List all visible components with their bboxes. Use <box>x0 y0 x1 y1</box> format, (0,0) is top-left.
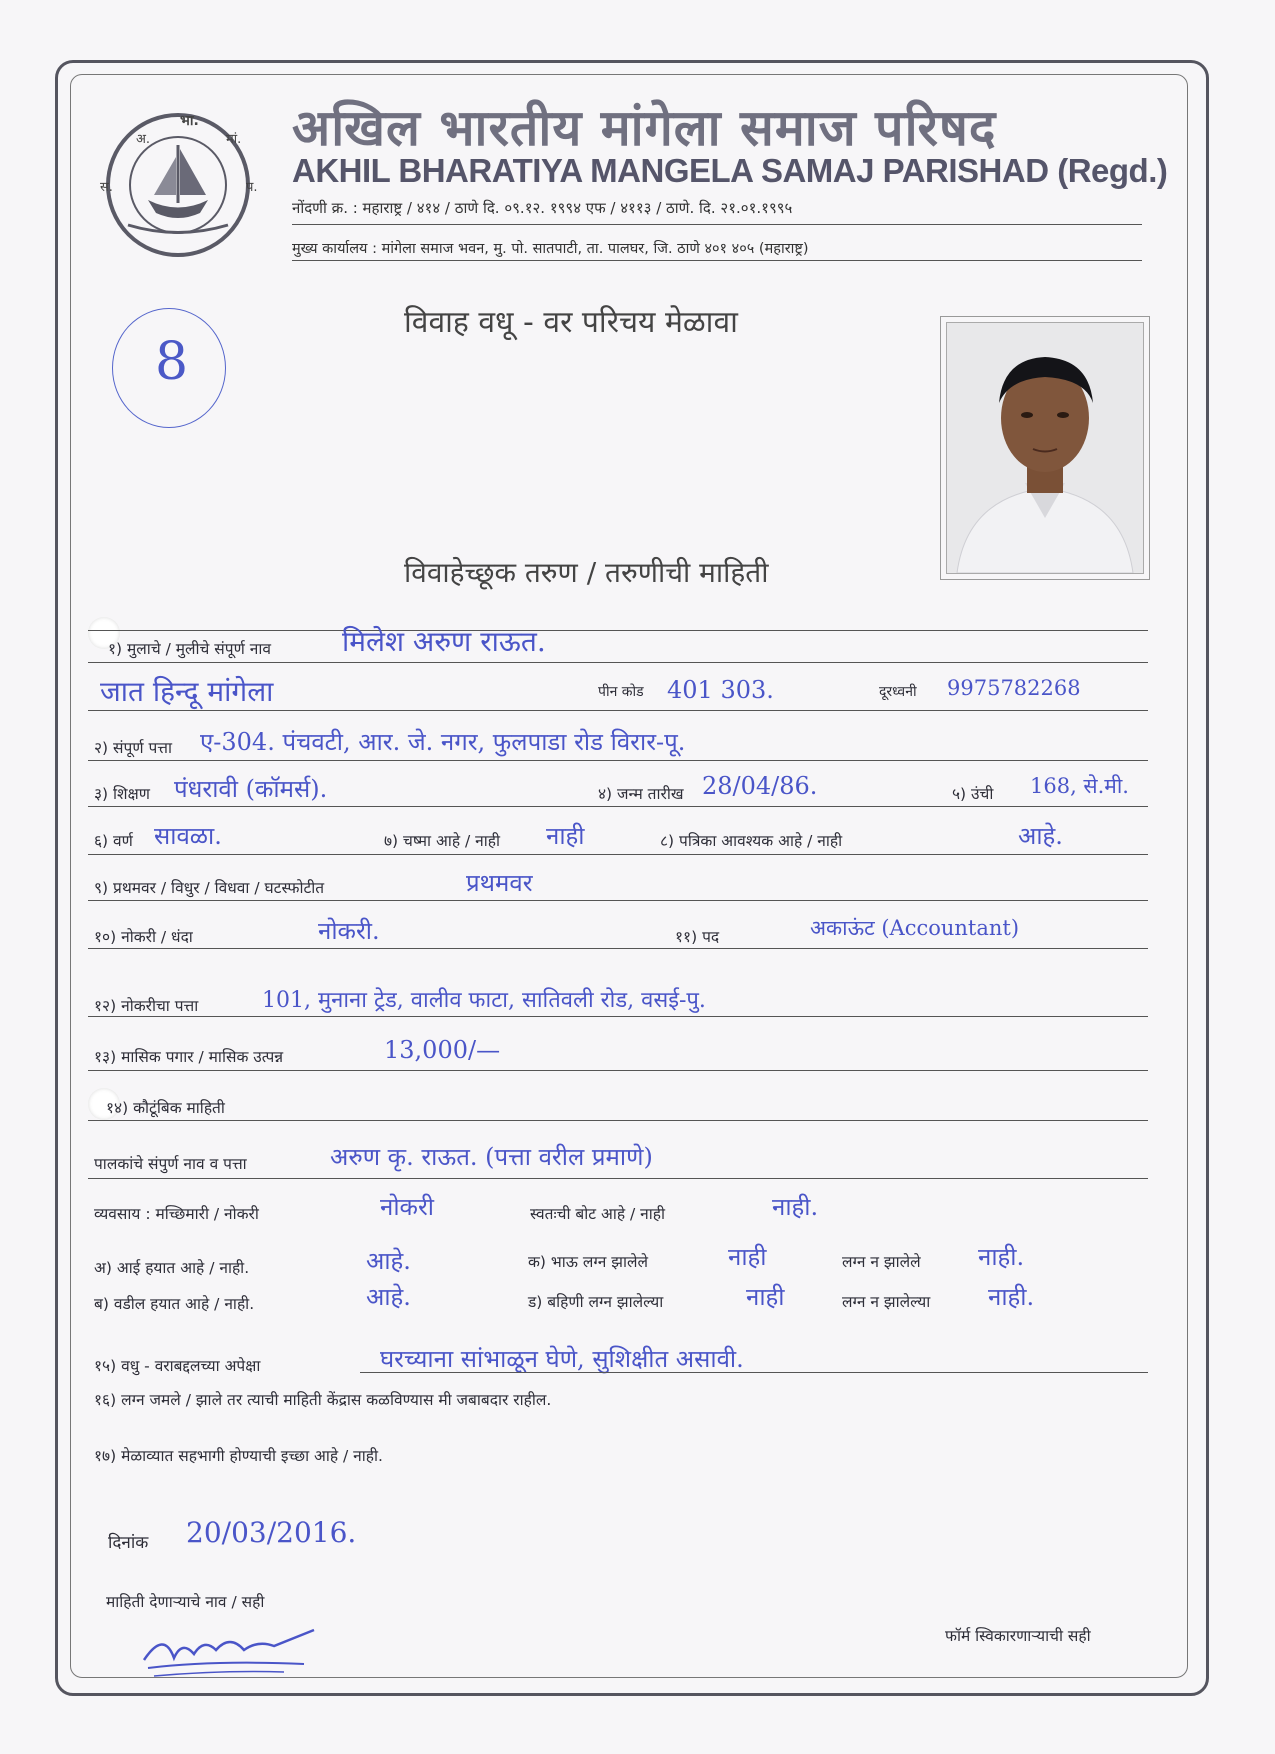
sisters-married-label: ड) बहिणी लग्न झालेल्या <box>528 1293 664 1311</box>
own-boat-label: स्वतःची बोट आहे / नाही <box>530 1205 666 1223</box>
field-full-name-label: १) मुलाचे / मुलीचे संपूर्ण नाव <box>108 640 271 658</box>
father-alive-label: ब) वडील हयात आहे / नाही. <box>94 1295 255 1313</box>
field-dob-value: 28/04/86. <box>702 772 818 800</box>
field-education-label: ३) शिक्षण <box>94 785 150 803</box>
mother-alive-label: अ) आई हयात आहे / नाही. <box>94 1259 250 1277</box>
logo-letter-5: प. <box>246 180 258 195</box>
parent-occupation-value: नोकरी <box>380 1193 434 1221</box>
field-spectacles-label: ७) चष्मा आहे / नाही <box>384 832 500 850</box>
pin-code-value: 401 303. <box>667 676 774 704</box>
brothers-married-label: क) भाऊ लग्न झालेले <box>528 1253 649 1271</box>
field-17-participation: १७) मेळाव्यात सहभागी होण्याची इच्छा आहे / नाही. <box>94 1447 383 1465</box>
mother-alive-value: आहे. <box>366 1247 411 1275</box>
logo-letter-2: भा. <box>180 113 199 129</box>
field-designation-value: अकाऊंट (Accountant) <box>810 916 1020 940</box>
phone-value: 9975782268 <box>947 676 1081 700</box>
caste-value: जात हिन्दू मांगेला <box>100 675 274 708</box>
field-full-name-value: मिलेश अरुण राऊत. <box>342 625 546 658</box>
field-designation-label: ११) पद <box>675 928 720 946</box>
field-horoscope-value: आहे. <box>1018 822 1063 850</box>
phone-label: दूरध्वनी <box>879 684 917 700</box>
field-marital-status-label: ९) प्रथमवर / विधुर / विधवा / घटस्फोटीत <box>94 879 325 897</box>
field-horoscope-label: ८) पत्रिका आवश्यक आहे / नाही <box>660 832 843 850</box>
field-height-label: ५) उंची <box>952 785 994 803</box>
field-spectacles-value: नाही <box>546 822 585 850</box>
field-address-label: २) संपूर्ण पत्ता <box>94 739 172 757</box>
parent-name-value: अरुण कृ. राऊत. (पत्ता वरील प्रमाणे) <box>330 1143 653 1171</box>
brothers-married-value: नाही <box>728 1243 767 1271</box>
giver-signature <box>134 1620 324 1680</box>
sisters-unmarried-value: नाही. <box>988 1283 1035 1311</box>
field-income-value: 13,000/— <box>384 1036 501 1064</box>
field-family-info-label: १४) कौटूंबिक माहिती <box>106 1099 225 1117</box>
section-title: विवाहेच्छूक तरुण / तरुणीची माहिती <box>404 556 769 589</box>
field-16-declaration: १६) लग्न जमले / झाले तर त्याची माहिती केंद्रास कळविण्यास मी जबाबदार राहील. <box>94 1391 552 1409</box>
field-complexion-value: सावळा. <box>154 822 222 850</box>
field-expectations-label: १५) वधु - वराबद्दलच्या अपेक्षा <box>94 1357 261 1375</box>
field-complexion-label: ६) वर्ण <box>94 832 133 850</box>
applicant-photo <box>946 322 1144 574</box>
brothers-unmarried-label: लग्न न झालेले <box>842 1253 921 1271</box>
brothers-unmarried-value: नाही. <box>978 1243 1025 1271</box>
sisters-married-value: नाही <box>746 1283 785 1311</box>
org-title-english: AKHIL BHARATIYA MANGELA SAMAJ PARISHAD (Regd.) <box>292 152 1168 189</box>
field-marital-status-value: प्रथमवर <box>466 869 533 897</box>
giver-signature-label: माहिती देणाऱ्याचे नाव / सही <box>106 1593 265 1611</box>
field-occupation-value: नोकरी. <box>318 917 380 945</box>
field-education-value: पंधरावी (कॉमर्स). <box>174 775 328 803</box>
logo-letter-4: स. <box>100 180 113 195</box>
field-work-address-value: 101, मुनाना ट्रेड, वालीव फाटा, सातिवली रोड, वसई-पु. <box>262 988 706 1013</box>
logo-letter-1: अ. <box>136 132 151 147</box>
org-title-hindi: अखिल भारतीय मांगेला समाज परिषद <box>292 98 997 157</box>
parishad-logo <box>88 105 268 265</box>
own-boat-value: नाही. <box>772 1193 819 1221</box>
field-income-label: १३) मासिक पगार / मासिक उत्पन्न <box>94 1048 284 1066</box>
date-value: 20/03/2016. <box>186 1516 357 1549</box>
office-address: मुख्य कार्यालय : मांगेला समाज भवन, मु. पो. सातपाटी, ता. पालघर, जि. ठाणे ४०१ ४०५ (महाराष्ट्र) <box>292 241 809 257</box>
field-height-value: 168, से.मी. <box>1030 774 1129 798</box>
field-address-value: ए-304. पंचवटी, आर. जे. नगर, फुलपाडा रोड विरार-पू. <box>200 728 686 756</box>
parent-name-label: पालकांचे संपुर्ण नाव व पत्ता <box>94 1155 247 1173</box>
pin-code-label: पीन कोड <box>598 684 644 700</box>
field-occupation-label: १०) नोकरी / धंदा <box>94 928 193 946</box>
date-label: दिनांक <box>108 1533 149 1553</box>
registration-number: नोंदणी क्र. : महाराष्ट्र / ४१४ / ठाणे दि. ०९.१२. १९९४ एफ / ४११३ / ठाणे. दि. २१.०१.१९९५ <box>292 199 793 217</box>
field-work-address-label: १२) नोकरीचा पत्ता <box>94 997 199 1015</box>
father-alive-value: आहे. <box>366 1283 411 1311</box>
logo-letter-3: मां. <box>226 132 242 147</box>
field-expectations-value: घरच्याना सांभाळून घेणे, सुशिक्षीत असावी. <box>380 1345 744 1373</box>
sisters-unmarried-label: लग्न न झालेल्या <box>842 1293 931 1311</box>
receiver-signature-label: फॉर्म स्विकारणाऱ्याची सही <box>945 1627 1091 1645</box>
field-dob-label: ४) जन्म तारीख <box>598 785 684 803</box>
circled-number: 8 <box>155 332 189 392</box>
form-title: विवाह वधू - वर परिचय मेळावा <box>404 305 738 340</box>
parent-occupation-label: व्यवसाय : मच्छिमारी / नोकरी <box>94 1205 259 1223</box>
